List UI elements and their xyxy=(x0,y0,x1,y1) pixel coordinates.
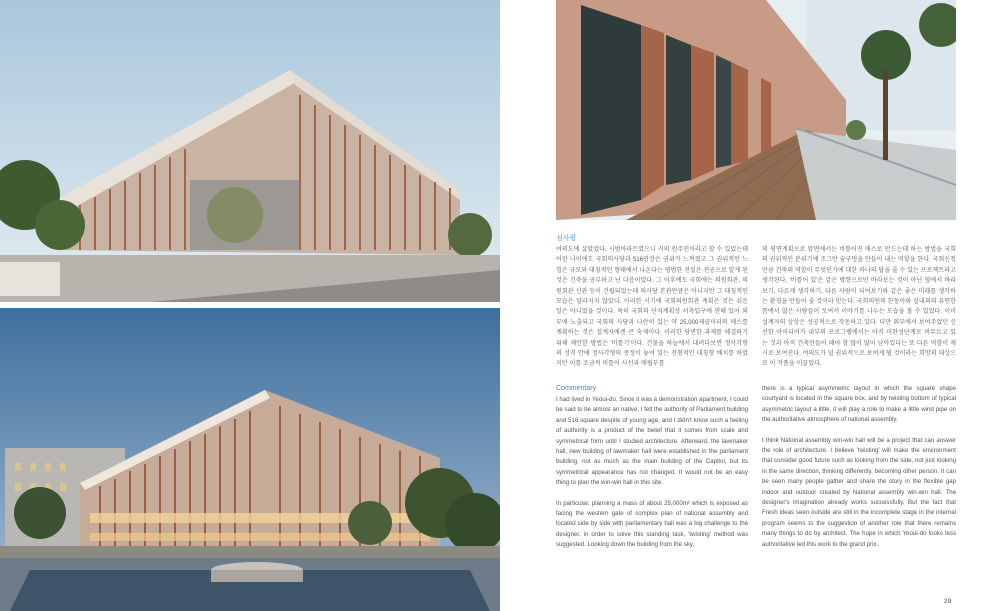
korean-paragraph-2: 의 평면계획으로 앞면에서는 비틀어진 매스로 만드는데 하는 방법을 국회의 권위적인 분위기에 조그만 숨구멍을 만들어 내는 역할을 한다. 국회신청만큼 건축의 역할이 무엇인가에 대한 하나의 답을 줄 수 있는 프로젝트라고 생각된다. '비틀어 있'은 같은 방향으로만 바라보는 것이 아닌 옆에서 바라보기, 다르게 생각하기, 다른 사람이 되어보기와 같은 좋은 미래를 생각하는 환경을 만들어 줄 것이라 믿는다. 국회의원의 한동아와 실내외의 유연한 틈에서 많은 사람들이 모여서 이야기를 나누는 모습을 볼 수 있었다. 이미 설계자의 상상은 성공적으로 작동하고 있다. 다만 외부에서 보여주었던 신선한 아이디어가 내부의 프로그램에서는 아직 미완성단계로 머무르고 있는 것과 아직 건축만들어 해야 할 많이 많이 남아있다는 또 다른 역할이 제시로 보여진다. 여의도가 덜 권위적으로 보여게 될 것이라는 희망의 대상으로 이 작품을 이끌었다. xyxy=(762,246,956,368)
colonnade-photo xyxy=(556,0,956,220)
building-photo-dusk xyxy=(0,308,500,611)
building-photo-daytime xyxy=(0,0,500,302)
korean-paragraph-1: 여의도에 살았었다. 시범아파트였으니 거의 원주민이라고 할 수 있었는데 어린 나이에도 국회의사당과 516광장은 권위가 느껴졌고 그 권위적인 느낌은 규모와 대칭적인 형태에서 나온다는 평범한 진실은 전공으로 알게 된 것은 건축을 공부하고 난 다음이었다. 그 이후에도 국회에는 의원회관, 의원회관 신관 등이 건립되었는데 의사당 본관만큼은 아니지만 그 대칭적인 모습은 달라지지 않았다. 이러한 시기에 국회의원회관 계획은 것은 쉬운 일은 아니었을 것이다. 특히 국회의 단지계획상 서측입구에 면해 있어 외부에 노출되고 국회의 사당과 나란히 있는 약 25,000제곱미터의 매스를 계획하는 것은 설계자에겐 큰 숙제이다. 이러한 당면한 과제를 해결하기 위해 제안한 방법은 '비틀기'이다. 건물을 하늘에서 내려다보면 정사각형의 성격 안에 정사각형의 중정이 놓여 있는 전형적인 대칭형 배치를 하였지만 이를 조금씩 비틀어 사선과 매립부를 xyxy=(556,246,748,368)
english-commentary-column-2 xyxy=(762,384,956,550)
english-paragraph-3: there is a typical asymmetric layout in which the square shape courtyard is located in the square box, and by twisting bottom of typical asymmetric layout a little, it will play a role to make a little wind pipe on the authoritative atmosphere of national assembly. xyxy=(762,385,956,424)
korean-review-column-1 xyxy=(556,234,748,370)
english-paragraph-4: I think National assembly win-win hall will be a project that can answer the role of architecture. I believe 'twisting' will make the environment that consider good future such as looking from the side, not just looking in the same direction, thinking differently, becoming other person. It can be seen many people gather and share the story in the flexible gap indoor and outdoor created by National assembly win-win hall. The designer's imagination already works successfully. But the fact that Fresh ideas seen outside are still in the incomplete stage in the internal program seems to the suggestion of another role that there remains many things to do by architect. The hope in which Yeoui-do looks less authoritative led this work to the grand prix. xyxy=(762,436,956,548)
english-heading: Commentary xyxy=(556,385,597,392)
korean-review-column-2 xyxy=(762,245,956,370)
page-number: 29 xyxy=(944,598,952,605)
english-paragraph-2: In particular, planning a mass of about 25,000m² which is exposed as facing the western gate of complex plan of national assembly and located side by side with parliamentary hall was a big challenge to the designer. in order to solve this standing task, 'twisting' method was suggested. Looking down the building from the sky, xyxy=(556,499,748,549)
english-paragraph-1: I had lived in Yeoui-do. Since it was a demonstration apartment, I could be said to be almost an native, I felt the authority of Parliament building and 516 square despite of young age, and I didn't know such a feeling of authority is a product of the belief that it comes from scale and symmetrical form until I studied architecture. Afterward, the lawmaker hall, new building of lawmaker hall were established in the parliament building, not as much as the main building of the Capitol, but its symmetrical appearance has not changed. It would not be an easy thing to plan the win-win hall in this site. xyxy=(556,396,748,487)
korean-heading: 심사평 xyxy=(556,235,577,242)
english-commentary-column-1 xyxy=(556,384,748,551)
